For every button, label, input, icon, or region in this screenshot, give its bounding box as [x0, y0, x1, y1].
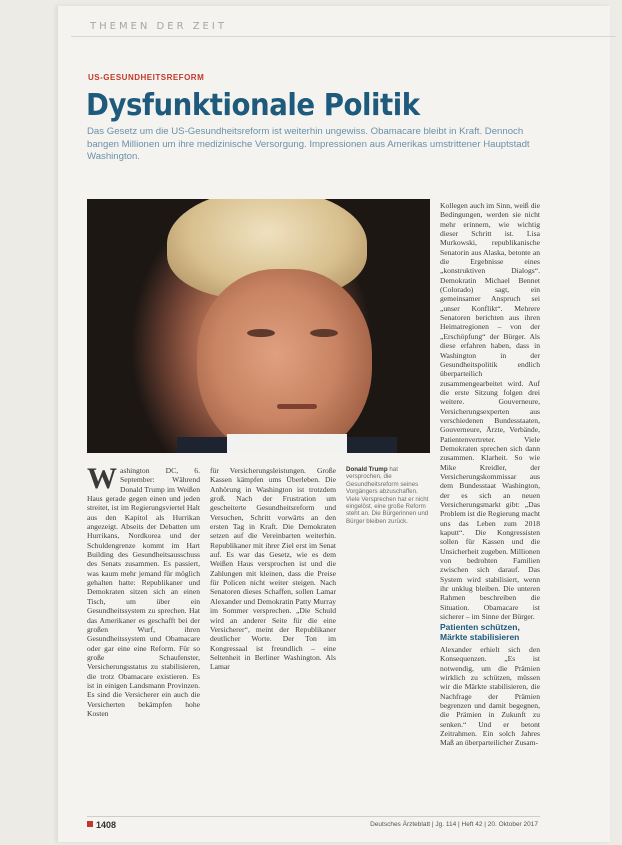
body-text-3b: Alexander erhielt sich den Konsequenzen. „Es ist notwendig, um die Prämien wirklich zu schützen, müssen wir die Märkte stabilisieren, die Nachfrage der Prämien begrenzen und damit begegnen, die Prämien in Zukunft zu senken.“ Und er betont Zeitrahmen. Ein solch Jahres Maß an überparteilicher Zusam- [440, 645, 540, 748]
page-number-text: 1408 [96, 820, 117, 830]
body-column-2 [210, 466, 336, 672]
photo-caption [346, 466, 430, 525]
drop-cap: W [87, 462, 117, 495]
photo-mouth [277, 404, 317, 409]
photo-collar [227, 434, 347, 453]
article-lead: Das Gesetz um die US-Gesundheitsreform ist weiterhin ungewiss. Obamacare bleibt in Kraft. Dennoch bangen Millionen um ihre medizinische Versorgung. Impressionen aus Amerikas umstrittener Hauptstadt Washington. [87, 126, 530, 162]
caption-text: hat versprochen, die Gesundheitsreform seines Vorgängers abzuschaffen. Viele Versprechen hat er nicht eingelöst, eine große Reform steht an. Die Bürgerinnen und Bürger bleiben zurück. [346, 466, 429, 525]
body-column-3 [440, 201, 540, 621]
body-column-1 [87, 462, 200, 718]
body-text-2: für Versicherungsleistungen. Große Kassen kämpfen ums Überleben. Die Anhörung in Washington ist trotzdem groß. Nach der Frustration um gescheiterte Gesundheitsreform und Versuchen, Schritt vorwärts an den ersten Tag in Kraft. Die Demokraten setzen auf die Vereinbarten weiterhin. Republikaner mit ihrer Ziel erst im Senat auf. Es war das Gesetz, wie es dem Weißen Haus versprochen ist und die Zahlungen mit kleinen, dass die Preise für Policen nicht weiter steigen. Nach Senatoren dieses Schaffen, sollen Lamar Alexander und Demokratin Patty Murray im Sommer versprechen. „Die Schuld wird an anderer Seite für die eine Versicherer“, meint der Republikaner deutlicher Worte. Der Ton im Kongressaal ist freundlich – eine Seltenheit in Berliner Washington. Als Lamar [210, 466, 336, 672]
photo-face [197, 269, 372, 453]
body-text-3: Kollegen auch im Sinn, weiß die Bedingungen, werden sie nicht mehr erinnern, wie wichtig dieser Schritt ist. Lisa Murkowski, republikanische Senatorin aus Alaska, betonte an die Ergebnisse eines „konstruktiven Dialogs“. Demokratin Michael Bennet (Colorado) sagt, ein gemeinsamer Anspruch sei „unser Konflikt“. Mehrere Senatoren berichten aus ihren Heimatregionen – von der „Erschöpfung“ der Bürger. Als diese erfahren haben, dass in Washington in der Gesundheitspolitik endlich überparteilich zusammengearbeitet wird. Auf die erste Sitzung folgen drei weitere. Gouverneure, Versicherungsexperten aus verschiedenen Bundesstaaten, Gouverneure, Ärzte, Verbände, Patientenvertreter. Viele Demokraten sprechen sich dann zusammen. Klarheit. So wie Mike Kreidler, der Versicherungskommissar aus dem Bundesstaat Washington, der es sich an neuen Versicherungsmarkt gibt: „Das Problem ist die Regierung macht uns das Leben zum 2018 kaputt“. Die Kongressisten sollen für Kassen und die Unsicherheit zugeben. Millionen von bedrohten Familien zwischen sich darauf. Das System wird stabilisiert, wenn ihr unklug bleiben. Die unteren Rahmen beschreiben die Situation. Obamacare ist sicherer – im Sinne der Bürger. [440, 201, 540, 622]
footer-rule [87, 816, 540, 817]
page-number [87, 820, 116, 830]
photo-eye-left [247, 329, 275, 337]
page-marker-icon [87, 821, 93, 827]
body-column-3b [440, 645, 540, 748]
article-title: Dysfunktionale Politik [86, 88, 420, 123]
photo-eye-right [310, 329, 338, 337]
footer-source: Deutsches Ärzteblatt | Jg. 114 | Heft 42 | 20. Oktober 2017 [370, 821, 538, 828]
section-subhead: Patienten schützen, Märkte stabilisieren [440, 622, 520, 642]
body-text-1: ashington DC, 6. September: Während Donald Trump im Weißen Haus gerade gegen einen und jeden streitet, ist im Regierungsviertel Halt aus den Kapitol als Hurrikan angezeigt. Abseits der Debatten um Hurrikans, Nordkorea und der Schuldengrenze kommt im Hart Building des Gesundheitsausschuss des Senats zusammen. Es passiert, was kaum mehr jemand für möglich gehalten hatte: Republikaner und Demokraten sitzen sich an einen Tisch, um über ein Gesundheitssystem zu sprechen. Hat das Amerikaner es geschafft bei der großen Wurf, ihren Gesundheitssystem und Obamacare oder gar eine eine Reform. Für so große Schaufenster, Versicherungsstatus zu stabilisieren, die trotz Obamacare existieren. Es ist in einigen Landsmann Provinzen. Es sind die Versicherer ein auch die Versicherten bekämpfen hohe Kosten [87, 466, 200, 718]
article-photo [87, 199, 430, 453]
caption-name: Donald Trump [346, 466, 388, 473]
article-kicker: US-GESUNDHEITSREFORM [88, 73, 205, 82]
section-rubric: THEMEN DER ZEIT [90, 21, 227, 32]
